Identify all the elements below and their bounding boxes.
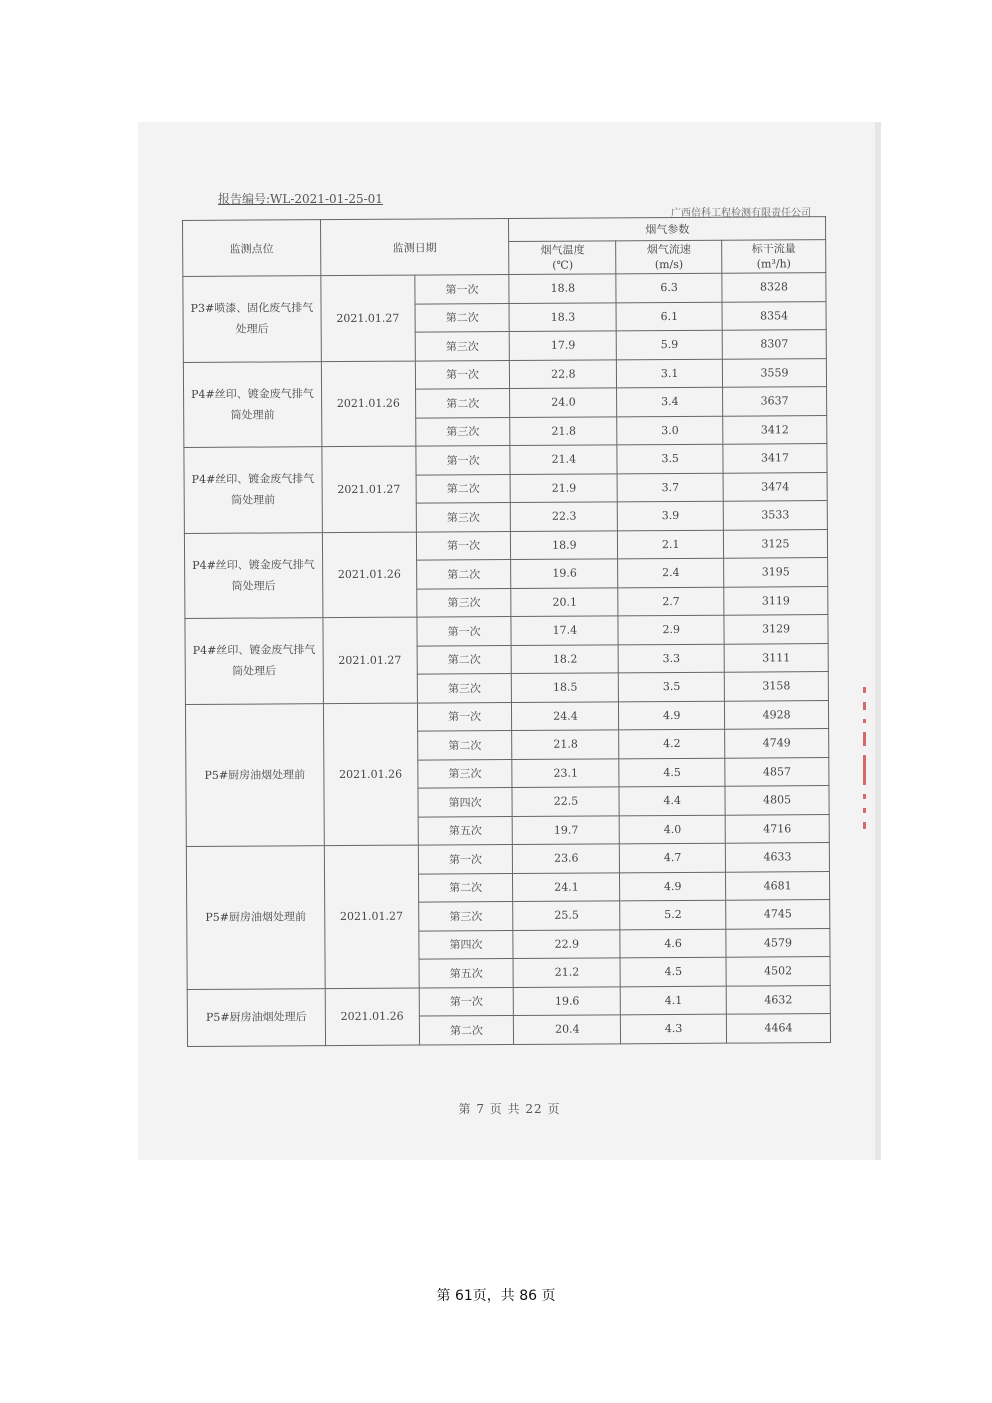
flue-gas-temperature: 22.5 [512, 787, 619, 816]
sample-number: 第三次 [415, 417, 510, 446]
table-row [185, 615, 828, 647]
flue-gas-velocity: 5.2 [620, 900, 726, 929]
sample-number: 第二次 [416, 559, 511, 588]
scan-edge [875, 122, 881, 1160]
flue-gas-velocity: 2.1 [618, 530, 724, 559]
standard-dry-flow: 3417 [723, 444, 827, 473]
standard-dry-flow: 3474 [723, 472, 827, 501]
flue-gas-velocity: 3.5 [619, 672, 725, 701]
sample-number: 第二次 [415, 303, 510, 332]
table-row [187, 985, 830, 1017]
standard-dry-flow: 4681 [726, 871, 830, 900]
monitoring-point: P4#丝印、镀金废气排气筒处理前 [184, 447, 322, 533]
flue-gas-velocity: 3.5 [617, 444, 723, 473]
flue-gas-temperature: 24.0 [510, 388, 617, 417]
flue-gas-temperature: 17.9 [510, 331, 617, 360]
standard-dry-flow: 4928 [725, 700, 829, 729]
flue-gas-velocity: 4.6 [620, 929, 726, 958]
flue-gas-velocity: 3.4 [617, 387, 723, 416]
flue-gas-temperature: 18.5 [512, 673, 619, 702]
monitoring-date: 2021.01.26 [322, 532, 416, 618]
flue-gas-temperature: 20.1 [511, 587, 618, 616]
sample-number: 第二次 [419, 1015, 514, 1044]
monitoring-point: P5#厨房油烟处理后 [187, 988, 325, 1046]
monitoring-point: P5#厨房油烟处理前 [186, 846, 325, 989]
sample-number: 第二次 [417, 645, 512, 674]
seal-stamp-edge [862, 687, 866, 842]
flue-gas-velocity: 4.9 [619, 701, 725, 730]
standard-dry-flow: 3637 [723, 387, 827, 416]
sample-number: 第一次 [415, 275, 510, 304]
monitoring-date: 2021.01.27 [322, 446, 416, 532]
flue-gas-temperature: 23.6 [513, 844, 620, 873]
monitoring-point: P4#丝印、镀金废气排气筒处理后 [184, 532, 322, 618]
sample-number: 第二次 [415, 388, 510, 417]
flue-gas-velocity: 6.3 [616, 273, 722, 302]
monitoring-point: P3#喷漆、固化废气排气处理后 [183, 276, 321, 362]
monitoring-date: 2021.01.27 [324, 845, 419, 988]
flue-gas-temperature: 21.8 [512, 730, 619, 759]
table-row [184, 444, 827, 476]
sample-number: 第三次 [418, 901, 513, 930]
flue-gas-temperature: 19.6 [514, 986, 621, 1015]
standard-dry-flow: 3195 [724, 558, 828, 587]
header-speed-unit: (m/s) [654, 257, 684, 272]
monitoring-date: 2021.01.26 [323, 703, 418, 846]
report-number: 报告编号:WL-2021-01-25-01 [218, 192, 383, 206]
header-temp-unit: (℃) [552, 258, 574, 272]
header-speed [616, 240, 722, 274]
flue-gas-velocity: 4.9 [620, 872, 726, 901]
header-flow [722, 240, 826, 274]
standard-dry-flow: 4745 [726, 900, 830, 929]
flue-gas-velocity: 4.3 [621, 1014, 727, 1043]
flue-gas-temperature: 21.8 [510, 416, 617, 445]
standard-dry-flow: 4633 [725, 843, 829, 872]
flue-gas-temperature: 21.9 [511, 473, 618, 502]
sample-number: 第一次 [416, 531, 511, 560]
monitoring-date: 2021.01.27 [321, 275, 415, 361]
flue-gas-temperature: 22.3 [511, 502, 618, 531]
sample-number: 第三次 [417, 759, 512, 788]
sample-number: 第四次 [419, 930, 514, 959]
monitoring-point: P4#丝印、镀金废气排气筒处理后 [185, 618, 323, 704]
standard-dry-flow: 4857 [725, 757, 829, 786]
flue-gas-temperature: 24.4 [512, 701, 619, 730]
sample-number: 第三次 [415, 332, 510, 361]
monitoring-date: 2021.01.26 [321, 361, 415, 447]
flue-gas-velocity: 4.5 [620, 957, 726, 986]
flue-gas-temperature: 20.4 [514, 1015, 621, 1044]
flue-gas-temperature: 19.6 [511, 559, 618, 588]
flue-gas-velocity: 3.7 [617, 473, 723, 502]
flue-gas-table [182, 216, 831, 1046]
standard-dry-flow: 8328 [722, 273, 826, 302]
standard-dry-flow: 3559 [722, 358, 826, 387]
inner-page-number: 第 7 页 共 22 页 [458, 1102, 561, 1116]
flue-gas-velocity: 2.9 [618, 615, 724, 644]
header-flue-gas-params: 烟气参数 [509, 217, 826, 242]
standard-dry-flow: 3129 [724, 615, 828, 644]
standard-dry-flow: 4464 [726, 1014, 830, 1043]
sample-number: 第三次 [417, 673, 512, 702]
monitoring-point: P4#丝印、镀金废气排气筒处理前 [183, 361, 321, 447]
standard-dry-flow: 4805 [725, 786, 829, 815]
flue-gas-velocity: 2.7 [618, 587, 724, 616]
flue-gas-velocity: 3.9 [618, 501, 724, 530]
standard-dry-flow: 3119 [724, 586, 828, 615]
sample-number: 第一次 [417, 702, 512, 731]
table-row [183, 273, 826, 305]
header-speed-label: 烟气流速 [646, 242, 691, 257]
sample-number: 第一次 [417, 616, 512, 645]
sample-number: 第一次 [416, 445, 511, 474]
flue-gas-temperature: 18.9 [511, 530, 618, 559]
table-row [185, 700, 828, 732]
sample-number: 第一次 [418, 844, 513, 873]
sample-number: 第一次 [419, 987, 514, 1016]
header-point: 监测点位 [183, 220, 321, 277]
sample-number: 第二次 [418, 873, 513, 902]
flue-gas-velocity: 3.3 [618, 644, 724, 673]
sample-number: 第五次 [419, 958, 514, 987]
header-temp [509, 241, 616, 275]
sample-number: 第四次 [418, 787, 513, 816]
flue-gas-temperature: 19.7 [513, 815, 620, 844]
header-date: 监测日期 [320, 219, 509, 276]
flue-gas-temperature: 25.5 [513, 901, 620, 930]
sample-number: 第二次 [417, 730, 512, 759]
standard-dry-flow: 4502 [726, 957, 830, 986]
flue-gas-velocity: 6.1 [616, 302, 722, 331]
standard-dry-flow: 4716 [725, 814, 829, 843]
flue-gas-velocity: 4.1 [620, 986, 726, 1015]
flue-gas-velocity: 2.4 [618, 558, 724, 587]
flue-gas-temperature: 17.4 [511, 616, 618, 645]
flue-gas-temperature: 22.8 [510, 359, 617, 388]
sample-number: 第一次 [415, 360, 510, 389]
flue-gas-velocity: 3.1 [617, 359, 723, 388]
monitoring-date: 2021.01.26 [325, 988, 419, 1046]
standard-dry-flow: 8307 [722, 330, 826, 359]
table-row [186, 843, 829, 875]
sample-number: 第二次 [416, 474, 511, 503]
flue-gas-temperature: 21.2 [514, 958, 621, 987]
standard-dry-flow: 4632 [726, 985, 830, 1014]
flue-gas-velocity: 4.0 [619, 815, 725, 844]
monitoring-date: 2021.01.27 [323, 617, 417, 703]
standard-dry-flow: 3533 [723, 501, 827, 530]
standard-dry-flow: 3412 [723, 415, 827, 444]
flue-gas-velocity: 4.2 [619, 729, 725, 758]
flue-gas-temperature: 21.4 [510, 445, 617, 474]
standard-dry-flow: 4749 [725, 729, 829, 758]
standard-dry-flow: 3158 [724, 672, 828, 701]
monitoring-point: P5#厨房油烟处理前 [185, 703, 324, 846]
flue-gas-velocity: 5.9 [616, 330, 722, 359]
header-temp-label: 烟气温度 [540, 243, 585, 257]
sample-number: 第三次 [416, 588, 511, 617]
header-flow-unit: (m³/h) [756, 257, 791, 271]
company-name: 广西倍科工程检测有限责任公司 [671, 208, 811, 219]
standard-dry-flow: 4579 [726, 928, 830, 957]
flue-gas-temperature: 18.3 [509, 302, 616, 331]
table-row [183, 358, 826, 390]
flue-gas-velocity: 4.4 [619, 786, 725, 815]
standard-dry-flow: 3125 [724, 529, 828, 558]
standard-dry-flow: 8354 [722, 301, 826, 330]
flue-gas-velocity: 4.5 [619, 758, 725, 787]
table-row [184, 529, 827, 561]
flue-gas-temperature: 23.1 [512, 758, 619, 787]
sample-number: 第五次 [418, 816, 513, 845]
sample-number: 第三次 [416, 502, 511, 531]
flue-gas-temperature: 22.9 [513, 929, 620, 958]
page-footer: 第 61页，共 86 页 [436, 1288, 556, 1304]
flue-gas-temperature: 24.1 [513, 872, 620, 901]
flue-gas-velocity: 3.0 [617, 416, 723, 445]
scanned-page [138, 122, 881, 1160]
flue-gas-temperature: 18.2 [512, 644, 619, 673]
header-flow-label: 标干流量 [751, 242, 796, 256]
flue-gas-velocity: 4.7 [620, 843, 726, 872]
flue-gas-temperature: 18.8 [509, 274, 616, 303]
standard-dry-flow: 3111 [724, 643, 828, 672]
